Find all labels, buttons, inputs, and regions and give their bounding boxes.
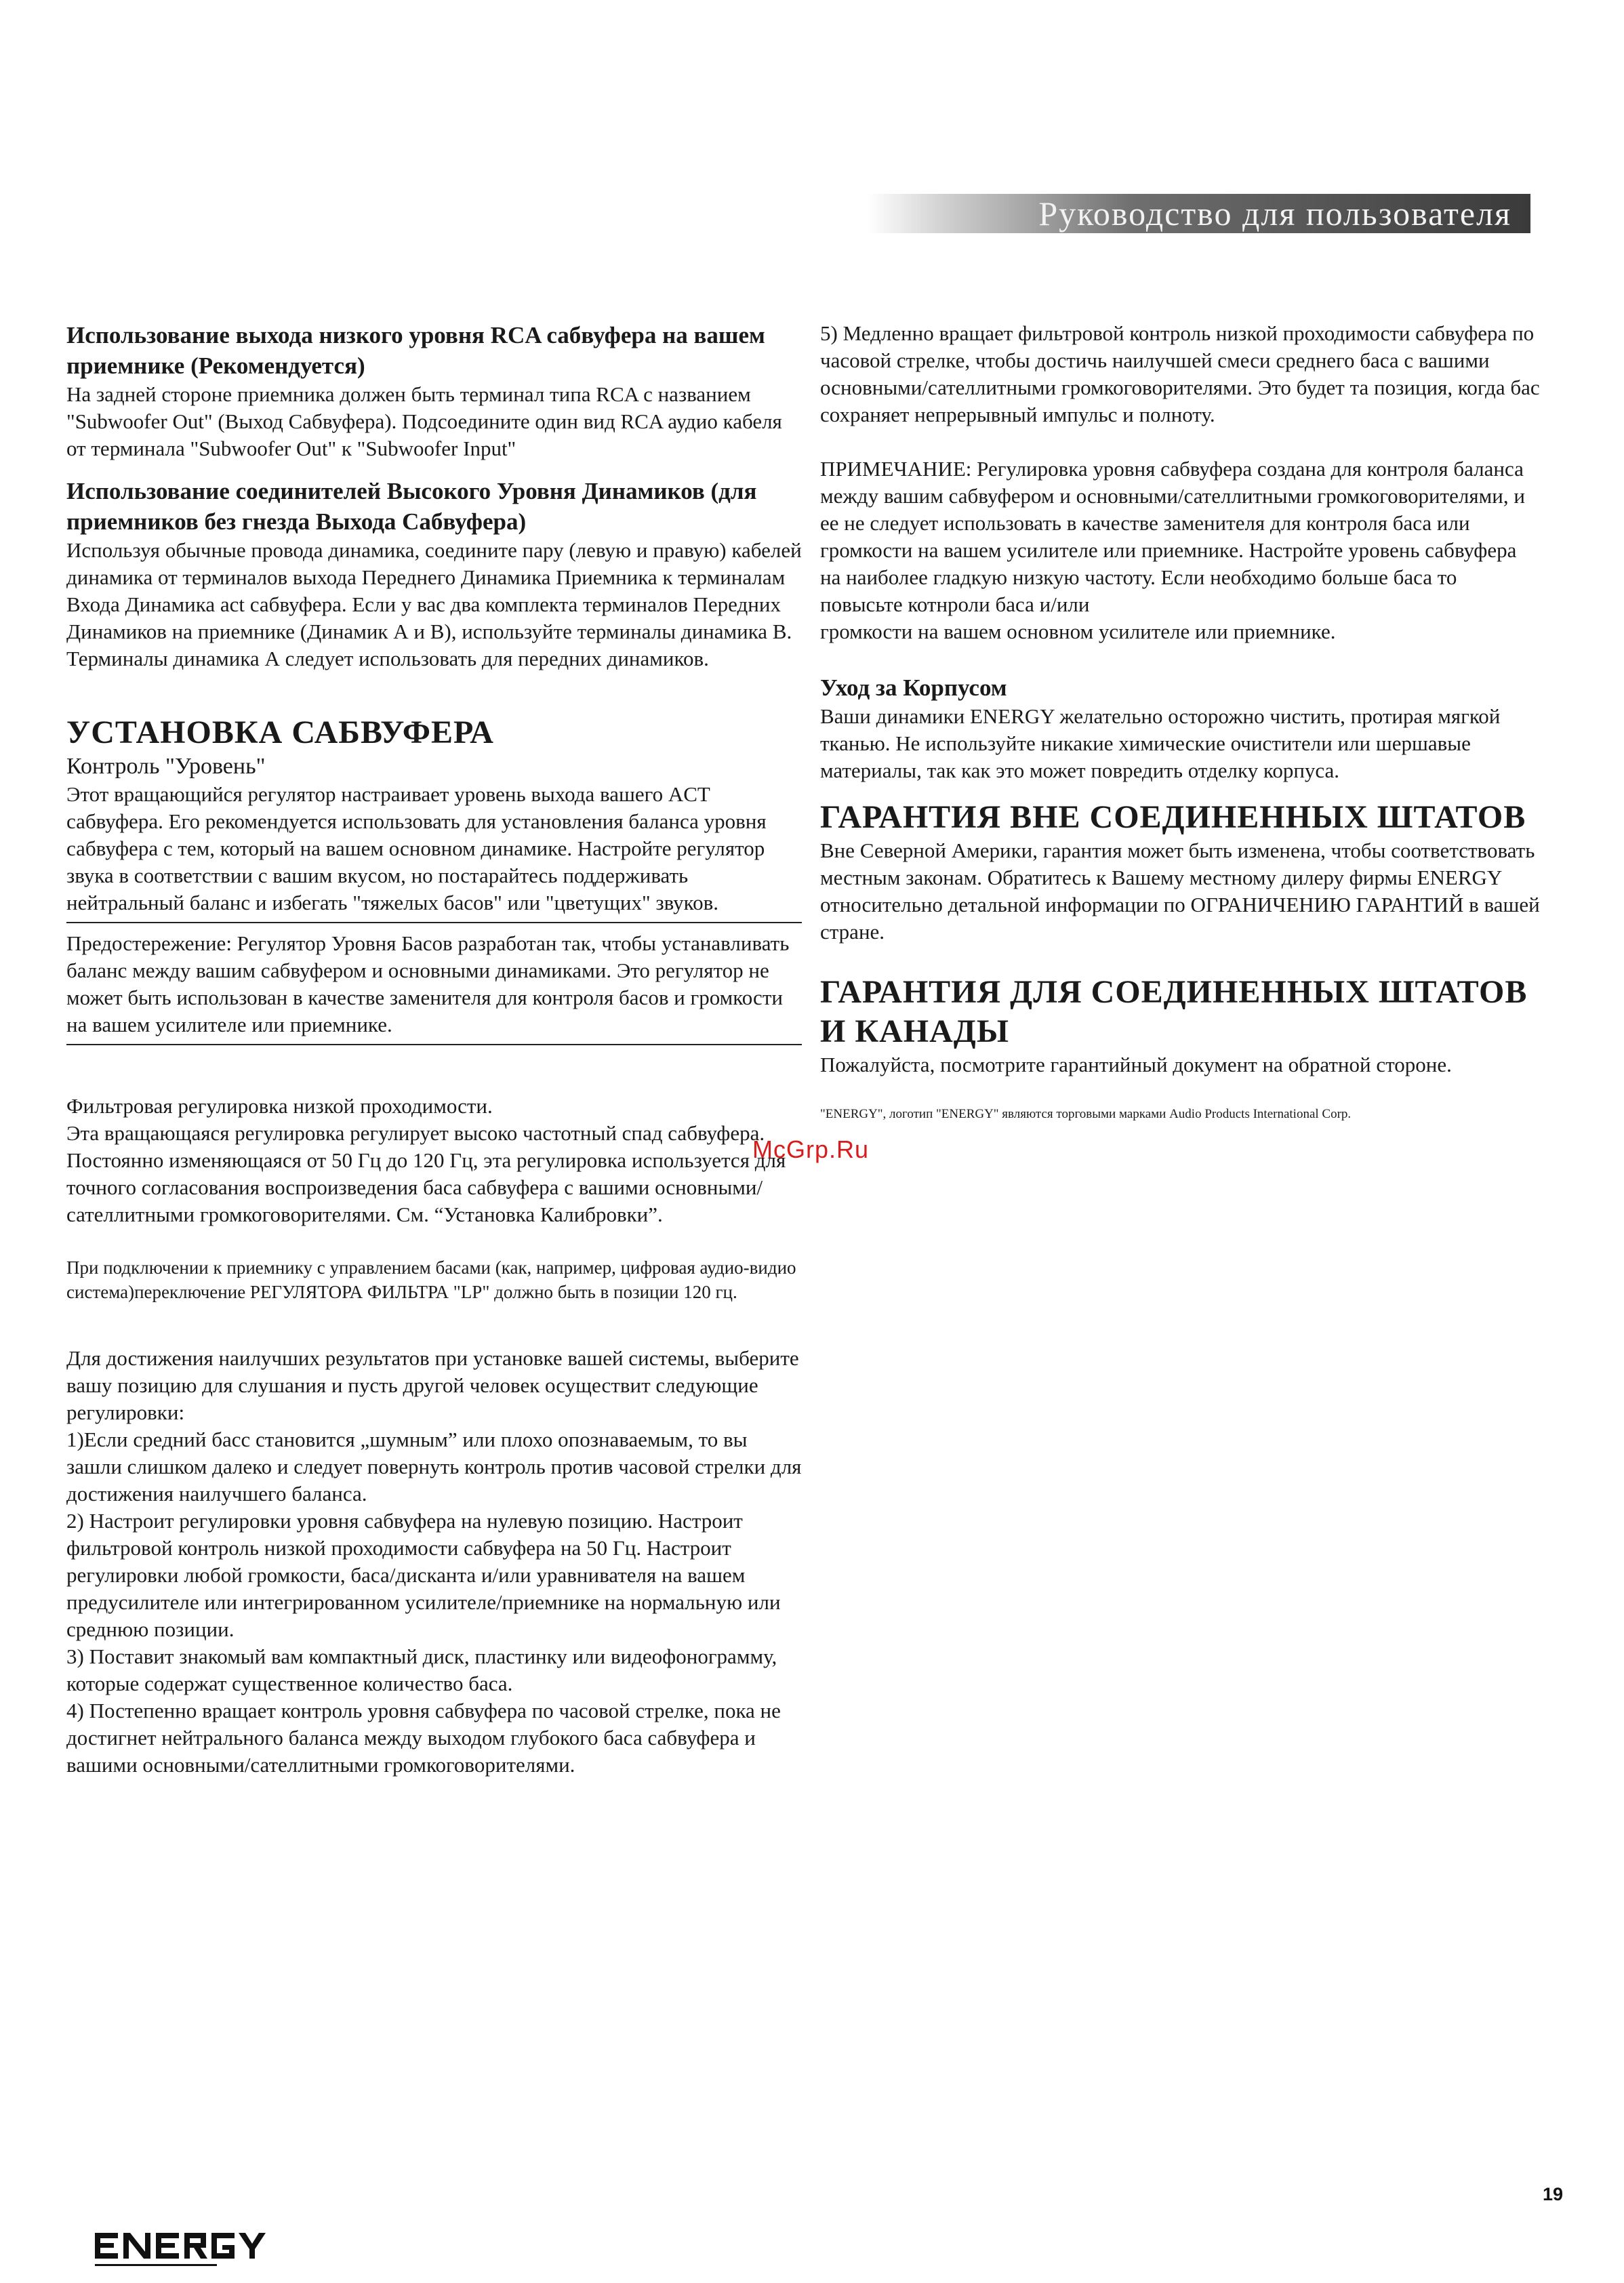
filter-title: Фильтровая регулировка низкой проходимости. xyxy=(66,1094,493,1118)
calibration-intro: Для достижения наилучших результатов при установке вашей системы, выберите вашу позицию для слушания и пусть другой человек осуществит следующие регулировки: xyxy=(66,1346,799,1424)
calibration-step-4: 4) Постепенно вращает контроль уровня сабвуфера по часовой стрелке, пока не достигнет нейтрального баланса между выходом глубокого баса сабвуфера и вашими основными/сателлитными громкоговорителями. xyxy=(66,1699,781,1777)
section-install-title: УСТАНОВКА САБВУФЕРА xyxy=(66,714,494,750)
warranty-intl-body: Вне Северной Америки, гарантия может быть изменена, чтобы соответствовать местным законам. Обратитесь к Вашему местному дилеру фирмы ENERGY относительно детальной информации по ОГРАНИЧЕНИЮ ГАРАНТИЙ в вашей стране. xyxy=(820,839,1540,944)
section-rca-title: Использование выхода низкого уровня RCA сабвуфера на вашем приемнике (Рекомендуется) xyxy=(66,322,765,379)
watermark: McGrp.Ru xyxy=(752,1135,870,1163)
section-install-subtitle: Контроль "Уровень" xyxy=(66,754,266,779)
header-title: Руководство для пользователя xyxy=(1038,195,1511,233)
section-highlevel-title: Использование соединителей Высокого Уровня Динамиков (для приемников без гнезда Выхода Сабвуфера) xyxy=(66,478,757,535)
calibration-step-5: 5) Медленно вращает фильтровой контроль низкой проходимости сабвуфера по часовой стрелке, чтобы достичь наилучшей смеси среднего баса с вашими основными/сателлитными громкоговорителями. Это будет та позиция, когда бас сохраняет непрерывный импульс и полноту. xyxy=(820,321,1540,426)
section-install-body: Этот вращающийся регулятор настраивает уровень выхода вашего ACT сабвуфера. Его рекомендуется использовать для установления баланса уровня сабвуфера с тем, который на вашем основном динамике. Настройте регулятор звука в соответствии с вашим вкусом, но постарайтесь поддерживать нейтральный баланс и избегать "тяжелых басов" или "цветущих" звуков. xyxy=(66,782,767,914)
caution-box xyxy=(66,930,802,1038)
warranty-us-body: Пожалуйста, посмотрите гарантийный документ на обратной стороне. xyxy=(820,1053,1452,1076)
warranty-intl-title: ГАРАНТИЯ ВНЕ СОЕДИНЕННЫХ ШТАТОВ xyxy=(820,799,1526,835)
caution-text: Предостережение: Регулятор Уровня Басов разработан так, чтобы устанавливать баланс между вашим сабвуфером и основными динамиками. Это регулятор не может быть использован в качестве заменителя для контроля басов и громкости на вашем усилителе или приемнике. xyxy=(66,931,790,1036)
trademark-note: "ENERGY", логотип "ENERGY" являются торговыми марками Audio Products International Corp. xyxy=(820,1107,1352,1121)
level-note-end: громкости на вашем основном усилителе или приемнике. xyxy=(820,620,1336,643)
calibration-step-2: 2) Настроит регулировки уровня сабвуфера на нулевую позицию. Настроит фильтровой контроль низкой проходимости сабвуфера на 50 Гц. Настроит регулировки любой громкости, баса/дисканта и/или уравнивателя на вашем предусилителе или интегрированном усилителе/приемнике на нормальную или среднюю позиции. xyxy=(66,1509,781,1641)
left-column xyxy=(66,320,802,1779)
warranty-us-title: ГАРАНТИЯ ДЛЯ СОЕДИНЕННЫХ ШТАТОВ И КАНАДЫ xyxy=(820,974,1528,1049)
right-column xyxy=(820,320,1541,1123)
calibration-step-3: 3) Поставит знакомый вам компактный диск, пластинку или видеофонограмму, которые содержат существенное количество баса. xyxy=(66,1644,777,1695)
filter-body: Эта вращающаяся регулировка регулирует высоко частотный спад сабвуфера. Постоянно изменяющаяся от 50 Гц до 120 Гц, эта регулировка используется для точного согласования воспроизведения баса сабвуфера с вашими основными/сателлитными громкоговорителями. См. “Установка Калибровки”. xyxy=(66,1121,786,1226)
caution-top-rule xyxy=(66,922,802,923)
section-rca-body: На задней стороне приемника должен быть терминал типа RCA с названием "Subwoofer Out" (Выход Сабвуфера). Подсоедините один вид RCA аудио кабеля от терминала "Subwoofer Out" к "Subwoofer Input" xyxy=(66,382,782,460)
energy-logo xyxy=(95,2227,271,2275)
page-number: 19 xyxy=(1543,2184,1564,2204)
caution-bottom-rule xyxy=(66,1044,802,1045)
calibration-step-1: 1)Если средний басс становится „шумным” или плохо опознаваемым, то вы зашли слишком далеко и следует повернуть контроль против часовой стрелки для достижения наилучшего баланса. xyxy=(66,1428,802,1506)
level-note: ПРИМЕЧАНИЕ: Регулировка уровня сабвуфера создана для контроля баланса между вашим сабвуфером и основными/сателлитными громкоговорителями, и ее не следует использовать в качестве заменителя для контроля баса или громкости на вашем усилителе или приемнике. Настройте уровень сабвуфера на наиболее гладкую низкую частоту. Если необходимо больше баса то повысьте котнроли баса и/или xyxy=(820,457,1525,616)
care-body: Ваши динамики ENERGY желательно осторожно чистить, протирая мягкой тканью. Не используйте никакие химические очистители или шершавые материалы, так как это может повредить отделку корпуса. xyxy=(820,704,1501,782)
care-title: Уход за Корпусом xyxy=(820,674,1007,701)
header-band xyxy=(868,194,1530,233)
lp-filter-note: При подключении к приемнику с управлением басами (как, например, цифровая аудио-видио система)переключение РЕГУЛЯТОРА ФИЛЬТРА "LP" должно быть в позиции 120 гц. xyxy=(66,1257,796,1302)
section-highlevel-body: Используя обычные провода динамика, соедините пару (левую и правую) кабелей динамика от терминалов выхода Переднего Динамика Приемника к терминалам Входа Динамика act сабвуфера. Если у вас два комплекта терминалов Передних Динамиков на приемнике (Динамик А и В), используйте терминалы динамика В. Терминалы динамика А следует использовать для передних динамиков. xyxy=(66,538,802,670)
